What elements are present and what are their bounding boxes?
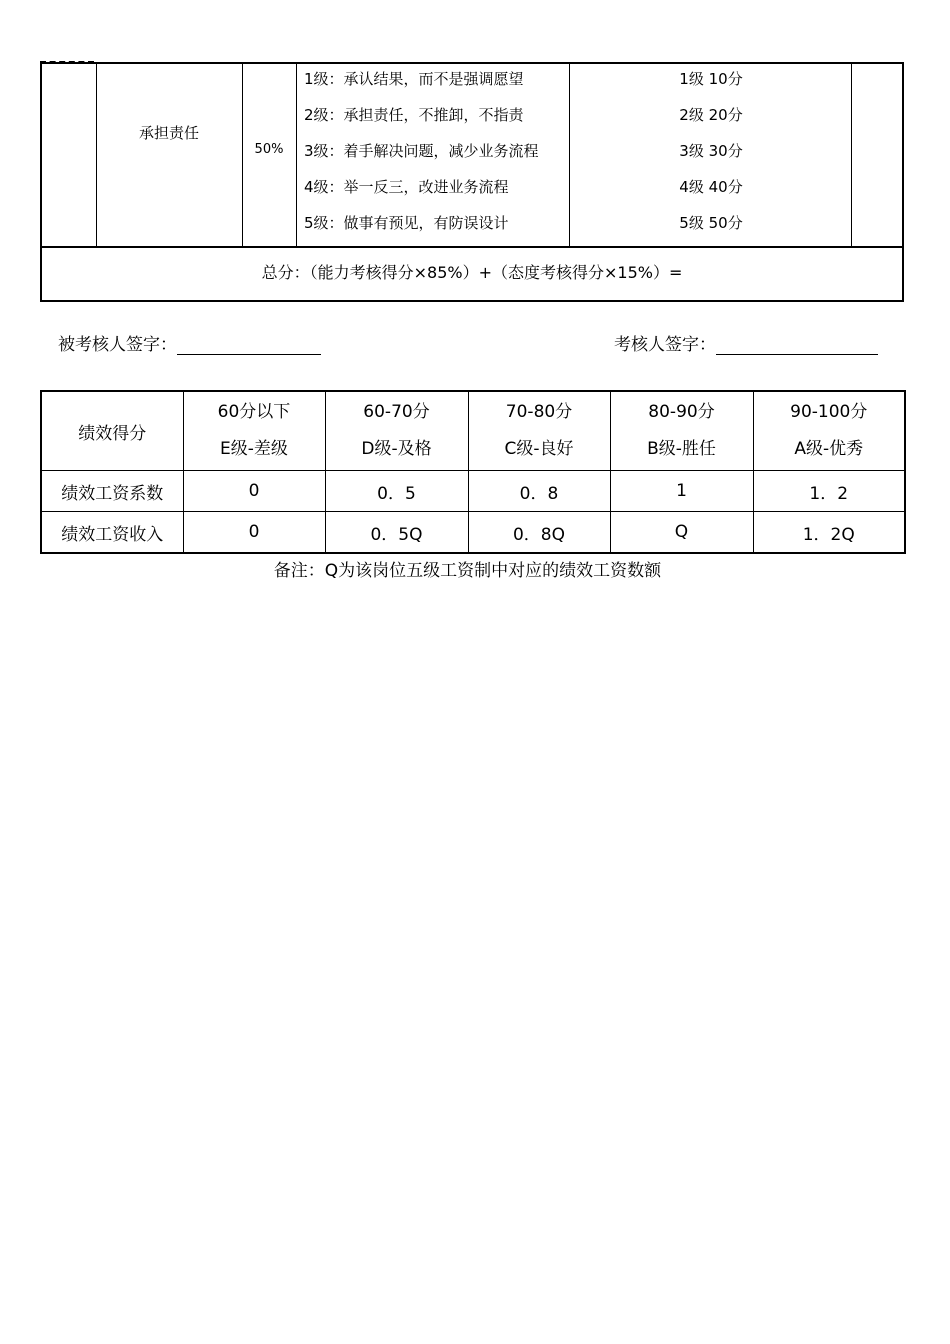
table-cell: 1．2Q	[753, 512, 905, 554]
examiner-signature	[614, 330, 878, 355]
examinee-signature-label: 被考核人签字：	[58, 335, 177, 355]
performance-grade-table	[40, 390, 906, 554]
level-description: 3级：着手解决问题，减少业务流程	[304, 142, 539, 160]
grid-line	[296, 64, 297, 246]
examiner-signature-label: 考核人签字：	[614, 335, 716, 355]
grade-level: C级-良好	[504, 439, 574, 459]
responsibility-table	[40, 62, 904, 302]
score-range: 60分以下	[217, 402, 291, 422]
examinee-signature	[58, 330, 321, 355]
table-cell: Q	[610, 512, 753, 554]
grade-column	[183, 391, 325, 471]
item-name: 承担责任	[138, 124, 199, 142]
examiner-signature-line[interactable]	[716, 338, 878, 355]
score-range: 60-70分	[363, 402, 430, 422]
level-score: 3级 30分	[679, 142, 743, 160]
score-range: 90-100分	[790, 402, 868, 422]
total-score-formula: 总分：（能力考核得分×85%）+（态度考核得分×15%）=	[261, 263, 683, 282]
row-label: 绩效工资收入	[41, 512, 183, 554]
level-description: 2级：承担责任，不推卸，不指责	[304, 106, 524, 124]
level-score: 1级 10分	[679, 70, 743, 88]
table-cell: 0．8	[468, 471, 610, 512]
item-weight: 50%	[254, 142, 284, 157]
score-range: 80-90分	[648, 402, 715, 422]
grade-header-label: 绩效得分	[41, 391, 183, 471]
score-range: 70-80分	[505, 402, 573, 422]
table-cell: 0．5	[325, 471, 468, 512]
level-score: 4级 40分	[679, 178, 743, 196]
grade-level: D级-及格	[361, 439, 432, 459]
grade-column	[610, 391, 753, 471]
grade-level: E级-差级	[220, 439, 288, 459]
level-description: 4级：举一反三，改进业务流程	[304, 178, 509, 196]
table-cell: 1．2	[753, 471, 905, 512]
income-row	[41, 512, 905, 554]
row-label: 绩效工资系数	[41, 471, 183, 512]
table-cell: 0．5Q	[325, 512, 468, 554]
grade-column	[753, 391, 905, 471]
level-score: 5级 50分	[679, 214, 743, 232]
table-cell: 0．8Q	[468, 512, 610, 554]
grade-column	[468, 391, 610, 471]
grade-column	[325, 391, 468, 471]
level-description: 5级：做事有预见，有防误设计	[304, 214, 509, 232]
grid-line	[42, 246, 902, 248]
examinee-signature-line[interactable]	[177, 338, 321, 355]
level-description: 1级：承认结果，而不是强调愿望	[304, 70, 524, 88]
footnote: 备注：Q为该岗位五级工资制中对应的绩效工资数额	[273, 561, 662, 581]
grid-line	[96, 64, 97, 246]
grade-level: A级-优秀	[794, 439, 864, 459]
table-cell: 1	[610, 471, 753, 512]
grade-level: B级-胜任	[647, 439, 716, 459]
coefficient-row	[41, 471, 905, 512]
table-cell: 0	[183, 471, 325, 512]
grade-header-row	[41, 391, 905, 471]
table-cell: 0	[183, 512, 325, 554]
level-score: 2级 20分	[679, 106, 743, 124]
